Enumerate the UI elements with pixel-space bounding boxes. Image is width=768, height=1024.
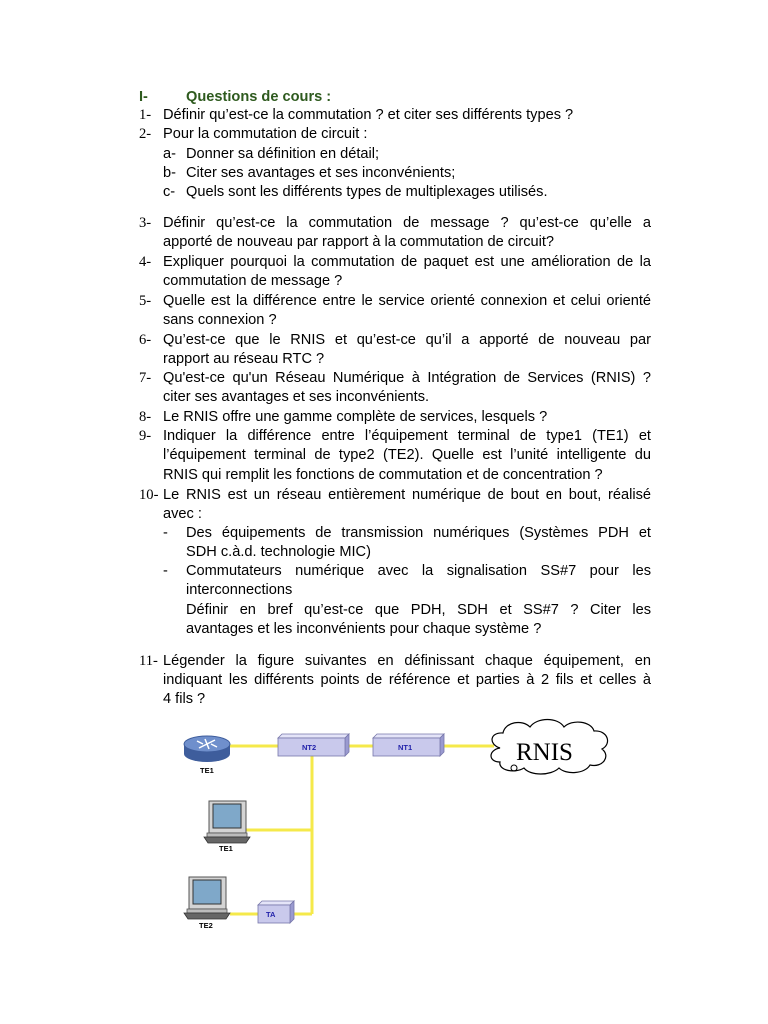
computer-icon (204, 801, 250, 843)
pc1-label: TE1 (219, 844, 233, 853)
list-item: Commutateurs numérique avec la signalisation SS#7 pour les (186, 563, 651, 579)
question-text: Le RNIS est un réseau entièrement numérique de bout en bout, réalisé (163, 487, 651, 503)
list-marker: b- (163, 165, 176, 181)
question-text: RNIS qui remplit les fonctions de commutation et de concentration ? (163, 467, 603, 483)
question-text: Qu’est-ce que le RNIS et qu’est-ce qu’il a apporté de nouveau par (163, 332, 651, 348)
question-text: rapport au réseau RTC ? (163, 351, 325, 367)
list-item: avantages et les inconvénients pour chaque système ? (186, 621, 542, 637)
question-number: 6- (139, 332, 152, 348)
computer-icon (184, 877, 230, 919)
question-text: Légender la figure suivantes en définissant chaque équipement, en (163, 653, 651, 669)
question-text: Définir qu’est-ce la commutation de message ? qu’est-ce qu’elle a (163, 215, 651, 231)
question-number: 2- (139, 126, 152, 142)
question-text: citer ses avantages et ses inconvénients. (163, 389, 430, 405)
section-title: Questions de cours : (186, 89, 332, 105)
cloud-label: RNIS (516, 739, 573, 766)
question-number: 10- (139, 487, 159, 503)
pc2-label: TE2 (199, 921, 213, 930)
question-number: 4- (139, 254, 152, 270)
section-number: I- (139, 89, 148, 105)
ta-label: TA (266, 910, 276, 919)
isdn-diagram (0, 700, 768, 940)
question-text: apporté de nouveau par rapport à la commutation de circuit? (163, 234, 555, 250)
question-text: Expliquer pourquoi la commutation de paquet est une amélioration de la (163, 254, 651, 270)
router-label: TE1 (200, 766, 214, 775)
question-text: avec : (163, 506, 202, 522)
question-text: Qu'est-ce qu'un Réseau Numérique à Intégration de Services (RNIS) ? (163, 370, 651, 386)
question-text: l’équipement terminal de type2 (TE2). Quelle est l’unité intelligente du (163, 447, 651, 463)
list-item: Des équipements de transmission numériques (Systèmes PDH et (186, 525, 651, 541)
list-item: SDH c.à.d. technologie MIC) (186, 544, 371, 560)
question-text: Pour la commutation de circuit : (163, 126, 368, 142)
list-marker: a- (163, 146, 176, 162)
list-marker: - (163, 525, 168, 541)
question-number: 5- (139, 293, 152, 309)
list-marker: c- (163, 184, 176, 200)
list-item: Citer ses avantages et ses inconvénients; (186, 165, 456, 181)
question-text: indiquant les différents points de référence et parties à 2 fils et celles à (163, 672, 651, 688)
nt1-label: NT1 (398, 743, 413, 752)
list-marker: - (163, 563, 168, 579)
links (230, 746, 494, 914)
list-item: Définir en bref qu’est-ce que PDH, SDH et SS#7 ? Citer les (186, 602, 651, 618)
question-number: 3- (139, 215, 152, 231)
question-text: sans connexion ? (163, 312, 277, 328)
router-icon (184, 736, 230, 762)
question-text: Le RNIS offre une gamme complète de services, lesquels ? (163, 409, 548, 425)
question-number: 11- (139, 653, 158, 669)
list-item: Quels sont les différents types de multiplexages utilisés. (186, 184, 548, 200)
ta-box (258, 901, 294, 923)
question-text: 4 fils ? (163, 691, 206, 707)
question-number: 7- (139, 370, 152, 386)
question-number: 1- (139, 107, 152, 123)
question-text: Définir qu’est-ce la commutation ? et citer ses différents types ? (163, 107, 574, 123)
nt2-label: NT2 (302, 743, 317, 752)
list-item: Donner sa définition en détail; (186, 146, 380, 162)
question-text: Indiquer la différence entre l’équipement terminal de type1 (TE1) et (163, 428, 651, 444)
question-text: commutation de message ? (163, 273, 343, 289)
question-number: 9- (139, 428, 152, 444)
list-item: interconnections (186, 582, 293, 598)
question-number: 8- (139, 409, 152, 425)
question-text: Quelle est la différence entre le service orienté connexion et celui orienté (163, 293, 651, 309)
